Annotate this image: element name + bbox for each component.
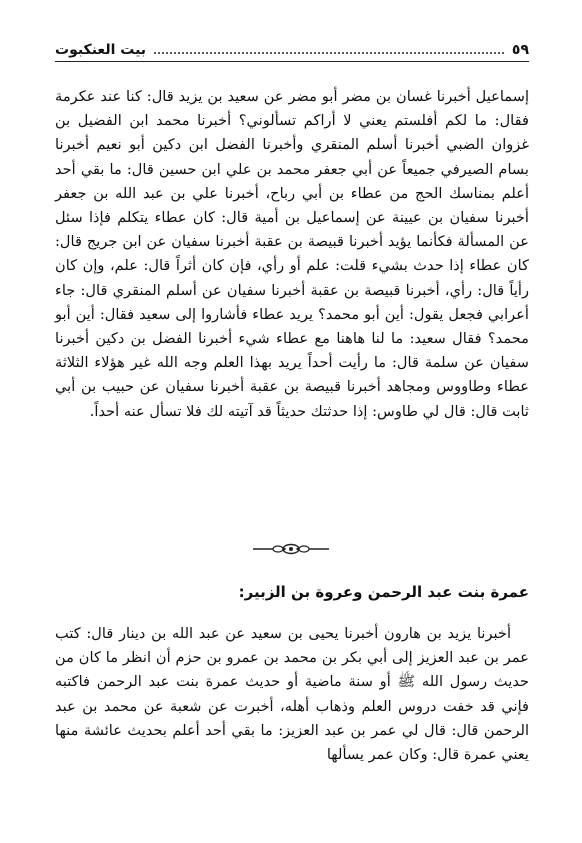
section-divider-ornament <box>0 537 582 561</box>
page-number: ٥٩ <box>511 42 529 58</box>
running-title: بيت العنكبوت <box>55 42 147 58</box>
paragraph-1: إسماعيل أخبرنا غسان بن مضر أبو مضر عن سعيد بن يزيد قال: كنا عند عكرمة فقال: ما لكم أفلستم يعني لا أراكم تسألوني؟ أخبرنا محمد ابن الفضيل بن غزوان الضبي أخبرنا أسلم المنقري وأخبرنا الفضل ابن دكين أبو نعيم أخبرنا بسام الصيرفي جميعاً عن أبي جعفر محمد بن علي ابن حسين قال: ما بقي أحد أعلم بمناسك الحج من عطاء بن أبي رباح، أخبرنا علي بن عبد الله بن جعفر أخبرنا سفيان بن عيينة عن إسماعيل بن أمية قال: كان عطاء يتكلم فإذا سئل عن المسألة فكأنما يؤيد أخبرنا قبيصة بن عقبة أخبرنا سفيان عن ابن جريج قال: كان عطاء إذا حدث بشيء قلت: علم أو رأي، فإن كان أثراً قال: علم، وإن كان رأياً قال: رأي، أخبرنا قبيصة بن عقبة أخبرنا سفيان عن أسلم المنقري قال: جاء أعرابي فجعل يقول: أين أبو محمد؟ يريد عطاء فأشاروا إلى سعيد فقال: أين أبو محمد؟ فقال سعيد: ما لنا هاهنا مع عطاء شيء أخبرنا الفضل بن دكين أخبرنا سفيان عن سلمة قال: ما رأيت أحداً يريد بهذا العلم وجه الله غير هؤلاء الثلاثة عطاء وطاووس ومجاهد أخبرنا قبيصة بن عقبة أخبرنا سفيان عن حبيب بن أبي ثابت قال: قال لي طاوس: إذا حدثتك حديثاً قد آتيته لك فلا تسأل عنه أحداً. <box>55 88 529 420</box>
section-heading: عمرة بنت عبد الرحمن وعروة بن الزبير: <box>238 583 529 601</box>
ornament-icon <box>251 541 331 557</box>
text-block-1 <box>55 85 529 424</box>
page-header <box>55 36 529 62</box>
paragraph-2: أخبرنا يزيد بن هارون أخبرنا يحيى بن سعيد عن عبد الله بن دينار قال: كتب عمر بن عبد العزيز إلى أبي بكر بن محمد بن عمرو بن حزم أن انظر ما كان من حديث رسول الله ﷺ أو سنة ماضية أو حديث عمرة بنت عبد الرحمن فاكتبه فإني قد خفت دروس العلم وذهاب أهله، أخبرت عن شعبة عن محمد بن عبد الرحمن قال: قال لي عمر بن عبد العزيز: ما بقي أحد أعلم بحديث عائشة منها يعني عمرة قال: وكان عمر يسألها <box>55 625 529 764</box>
text-block-2 <box>55 622 529 767</box>
header-dotted-leader <box>154 52 504 54</box>
